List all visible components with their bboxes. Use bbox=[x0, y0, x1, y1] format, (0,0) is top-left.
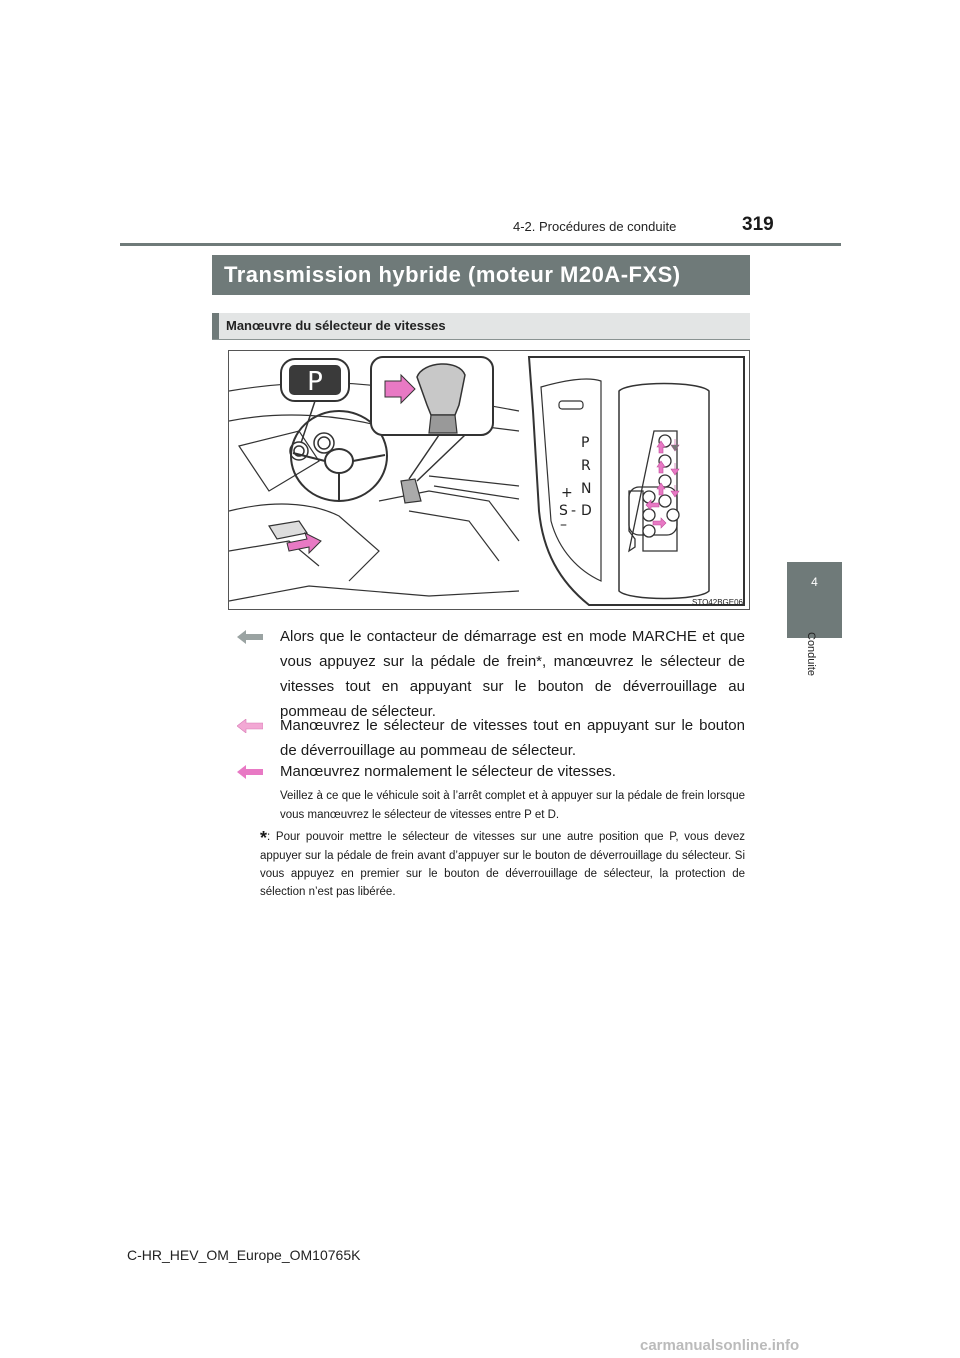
footnote-text: : Pour pouvoir mettre le sélecteur de vitesses sur une autre position que P, vous devez appuyer sur la pédale de frein avant d’appuyer sur le bouton de déverrouillage du sélecteur. Si vous appuyez en premier sur le bouton de déverrouillage de sélecteur, la protection de sélection n’est pas libérée. bbox=[260, 831, 745, 898]
gray-arrow-icon bbox=[237, 630, 263, 644]
gate-label-d: D bbox=[581, 503, 592, 519]
figure-code: STO42BGE06 bbox=[692, 598, 743, 607]
legend-text-magenta: Manœuvrez normalement le sélecteur de vitesses. bbox=[280, 763, 616, 780]
chapter-name: Conduite bbox=[805, 632, 817, 677]
subtitle-rule bbox=[212, 339, 750, 340]
shift-lever-illustration bbox=[228, 350, 750, 610]
chapter-number: 4 bbox=[811, 575, 818, 589]
p-indicator-callout bbox=[281, 359, 349, 443]
legend-text-pink: Manœuvrez le sélecteur de vitesses tout en appuyant sur le bouton de déverrouillage au pommeau de sélecteur. bbox=[280, 717, 745, 759]
legend-text-gray: Alors que le contacteur de démarrage est en mode MARCHE et que vous appuyez sur la pédale de frein*, manœuvrez le sélecteur de vitesses tout en appuyant sur le bouton de déverrouillage au pommeau de sélecteur. bbox=[280, 628, 745, 720]
gate-label-n: N bbox=[581, 481, 592, 497]
watermark: carmanualsonline.info bbox=[640, 1337, 800, 1354]
mode-label-s: S bbox=[559, 503, 568, 519]
p-indicator-letter: P bbox=[307, 367, 323, 397]
mode-label-minus: – bbox=[560, 517, 567, 533]
footer-document-code: C-HR_HEV_OM_Europe_OM10765K bbox=[127, 1247, 361, 1263]
console-shifter-icon bbox=[401, 479, 421, 503]
mode-label-plus: + bbox=[561, 485, 573, 501]
mode-label-dash: - bbox=[571, 503, 577, 519]
gate-label-p: P bbox=[581, 435, 590, 451]
shift-gate-panel bbox=[529, 357, 744, 605]
brake-pedal-icon bbox=[269, 521, 321, 553]
pink-arrow-icon bbox=[237, 719, 263, 733]
footnote bbox=[260, 828, 745, 901]
note-text: Veillez à ce que le véhicule soit à l’arrêt complet et à appuyer sur la pédale de frein lorsque vous manœuvrez le sélecteur de vitesses entre P et D. bbox=[280, 790, 745, 821]
page-number: 319 bbox=[742, 214, 774, 235]
chapter-tab bbox=[787, 562, 842, 638]
section-title: Transmission hybride (moteur M20A-FXS) bbox=[224, 262, 681, 287]
gate-label-r: R bbox=[581, 458, 591, 474]
magenta-arrow-icon bbox=[237, 765, 263, 779]
section-reference: 4-2. Procédures de conduite bbox=[513, 219, 677, 234]
shift-knob-callout bbox=[371, 357, 493, 481]
footnote-mark: * bbox=[260, 828, 268, 848]
illustration-svg bbox=[229, 351, 750, 610]
header-rule bbox=[120, 243, 841, 246]
subtitle: Manœuvre du sélecteur de vitesses bbox=[226, 318, 446, 333]
